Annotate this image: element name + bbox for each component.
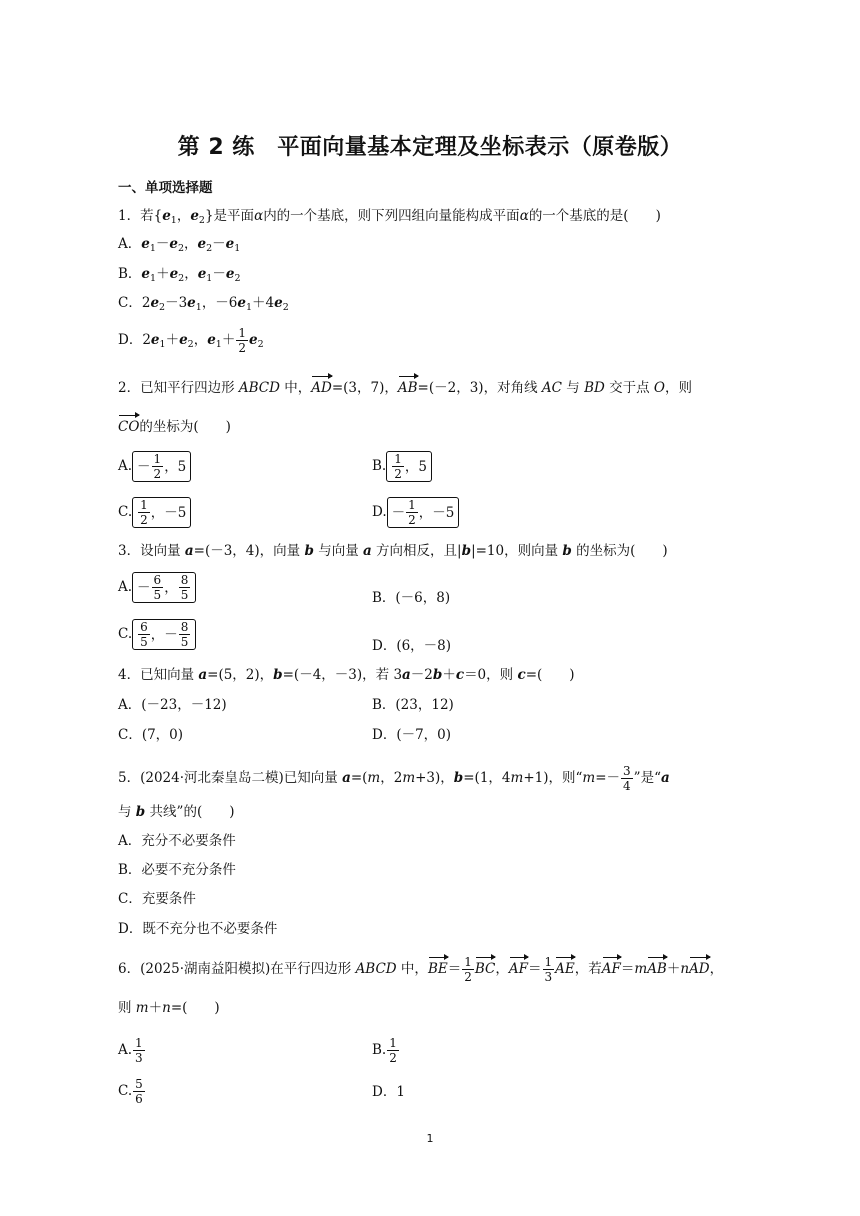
question-6-option-a: A. $\frac{1}{3}$ xyxy=(118,1036,143,1065)
question-4-stem: 4．已知向量 a=(5，2)，b=(－4，－3)，若 3a－2b＋c＝0，则 c=( ) xyxy=(118,667,575,683)
question-5-option-b: B．必要不充分条件 xyxy=(118,862,236,878)
question-5-stem-line1: 5．(2024·河北秦皇岛二模)已知向量 a=(m，2m+3)，b=(1，4m+1)，则“m=－ $\frac{3}{4}$ ”是“a xyxy=(118,764,670,793)
question-4-option-d: D．(－7，0) xyxy=(372,727,452,743)
question-6-option-c: C. $\frac{5}{6}$ xyxy=(118,1077,143,1106)
question-6-stem-line1: 6．(2025·湖南益阳模拟)在平行四边形 ABCD 中，BE＝ $\frac{1}{2}$ BC，AF＝ $\frac{1}{3}$ AE，若AF＝mAB＋nAD， xyxy=(118,955,724,984)
question-4-option-b: B．(23，12) xyxy=(372,697,454,713)
question-3-option-a: A. － $\frac{6}{5}$ ， $\frac{8}{5}$ xyxy=(118,572,196,603)
question-5-option-d: D．既不充分也不必要条件 xyxy=(118,921,278,937)
question-6-stem-line2: 则 m＋n=( ) xyxy=(118,1000,220,1016)
question-2-option-c: C. $\frac{1}{2}$ ，－5 xyxy=(118,497,191,528)
question-1-option-c: C．$2e_2-3e_1$，$-6e_1+4e_2$ xyxy=(118,295,289,313)
page-number: 1 xyxy=(426,1132,434,1145)
question-3-option-b: B．(－6，8) xyxy=(372,590,451,606)
question-1-option-a: A．$e_1-e_2$，$e_2-e_1$ xyxy=(118,236,241,254)
question-5-stem-line2: 与 b 共线”的( ) xyxy=(118,804,235,820)
page-title: 第 2 练 平面向量基本定理及坐标表示（原卷版） xyxy=(177,135,683,160)
question-3-stem: 3．设向量 a=(－3，4)，向量 b 与向量 a 方向相反，且|b|=10，则向量 b 的坐标为( ) xyxy=(118,543,668,559)
question-2-option-a: A. － $\frac{1}{2}$ ，5 xyxy=(118,451,191,482)
section-heading: 一、单项选择题 xyxy=(118,180,213,196)
question-6-option-d: D．1 xyxy=(372,1084,405,1100)
question-3-option-c: C. $\frac{6}{5}$ ，－ $\frac{8}{5}$ xyxy=(118,619,196,650)
question-1-option-d: D．$2e_1+e_2$，$e_1+$ $\frac{1}{2}$ $e_2$ xyxy=(118,326,264,355)
question-1-stem: 1．若{$e_1$，$e_2$}是平面α内的一个基底，则下列四组向量能构成平面α的一个基底的是( ) xyxy=(118,208,661,226)
question-3-option-d: D．(6，－8) xyxy=(372,638,452,654)
question-4-option-a: A．(－23，－12) xyxy=(118,697,227,713)
question-2-stem-line2: CO的坐标为( ) xyxy=(118,419,231,435)
question-6-option-b: B. $\frac{1}{2}$ xyxy=(372,1036,397,1065)
question-5-option-c: C．充要条件 xyxy=(118,891,196,907)
question-1-option-b: B．$e_1+e_2$，$e_1-e_2$ xyxy=(118,266,241,284)
question-4-option-c: C．(7，0) xyxy=(118,727,184,743)
question-2-option-d: D. － $\frac{1}{2}$ ，－5 xyxy=(372,497,459,528)
question-2-option-b: B. $\frac{1}{2}$ ，5 xyxy=(372,451,432,482)
question-5-option-a: A．充分不必要条件 xyxy=(118,833,236,849)
question-2-stem-line1: 2．已知平行四边形 ABCD 中，AD=(3，7)，AB=(－2，3)，对角线 AC 与 BD 交于点 O，则 xyxy=(118,380,692,396)
